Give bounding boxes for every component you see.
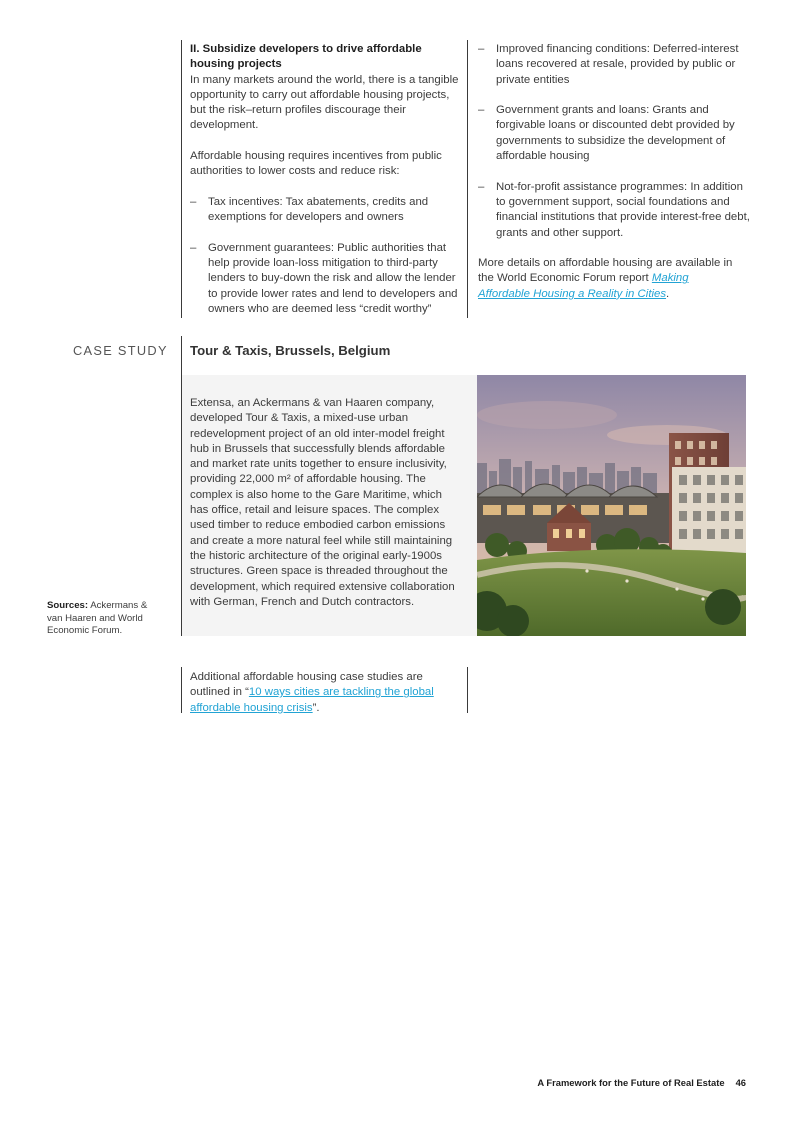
sources-label: Sources:	[47, 600, 89, 611]
case-study-title: Tour & Taxis, Brussels, Belgium	[190, 343, 391, 358]
page-footer	[537, 1077, 746, 1088]
case-study-sources	[47, 600, 165, 638]
more-details-end: .	[666, 287, 670, 300]
right-column-rule	[467, 40, 468, 318]
additional-left-rule	[181, 667, 182, 713]
more-details-paragraph	[478, 256, 750, 302]
sources-text: Ackermans & van Haaren and World Economic Forum.	[47, 600, 148, 637]
left-column-rule	[181, 40, 182, 318]
list-item: – Government grants and loans: Grants and forgivable loans or discounted debt provided by governments to subsidize the development of affordable housing	[478, 103, 750, 164]
incentives-list-right	[478, 42, 750, 241]
section-two-incentives-intro: Affordable housing requires incentives from public authorities to lower costs and reduce risk:	[190, 150, 442, 178]
incentives-list-left	[190, 195, 462, 317]
section-two-left-column	[190, 42, 462, 333]
tour-and-taxis-illustration	[477, 375, 746, 636]
ten-ways-cities-link[interactable]: 10 ways cities are tackling the global affordable housing crisis	[190, 686, 434, 714]
page-number: 46	[735, 1077, 746, 1088]
case-study-body: Extensa, an Ackermans & van Haaren company, developed Tour & Taxis, a mixed-use urban redevelopment project of an old inter-model freight hub in Brussels that successfully blends affordable and market rate units together to ensure inclusivity, providing 22,000 m² of affordable housing. The complex is also home to the Gare Maritime, which has office, retail and leisure spaces. The complex used timber to reduce embodied carbon emissions and create a more natural feel while still maintaining the historic architecture of the original early-1900s structures. Green space is threaded throughout the development, which required extensive collaboration with German, French and Dutch contractors.	[190, 397, 455, 608]
tour-and-taxis-image	[477, 375, 746, 636]
list-item: – Improved financing conditions: Deferred-interest loans recovered at resale, provided by public or private entities	[478, 42, 750, 88]
additional-right-rule	[467, 667, 468, 713]
additional-case-studies	[190, 670, 452, 716]
case-study-label: CASE STUDY	[73, 343, 168, 358]
affordable-housing-report-link[interactable]: Making Affordable Housing a Reality in Cities	[478, 272, 689, 300]
section-two-right-column	[478, 42, 750, 317]
more-details-text: More details on affordable housing are available in the World Economic Forum report	[478, 257, 733, 285]
footer-title: A Framework for the Future of Real Estate	[537, 1077, 725, 1088]
additional-text-before: Additional affordable housing case studies are outlined in “	[190, 671, 423, 699]
list-item: – Not-for-profit assistance programmes: In addition to government support, social foundations and financial institutions that provide interest-free debt, grants and other support.	[478, 180, 750, 241]
section-two-heading: II. Subsidize developers to drive affordable housing projects	[190, 43, 422, 71]
list-item: – Tax incentives: Tax abatements, credits and exemptions for developers and owners	[190, 195, 462, 226]
section-two-intro: In many markets around the world, there is a tangible opportunity to carry out affordable housing projects, but the risk–return profiles discourage their development.	[190, 73, 459, 132]
additional-text-after: ”.	[312, 701, 320, 714]
list-item: – Government guarantees: Public authorities that help provide loan-loss mitigation to third-party lenders to buy-down the risk and allow the lender to provide lower rates and lend to developers and owners who are deemed less “credit worthy”	[190, 241, 462, 317]
